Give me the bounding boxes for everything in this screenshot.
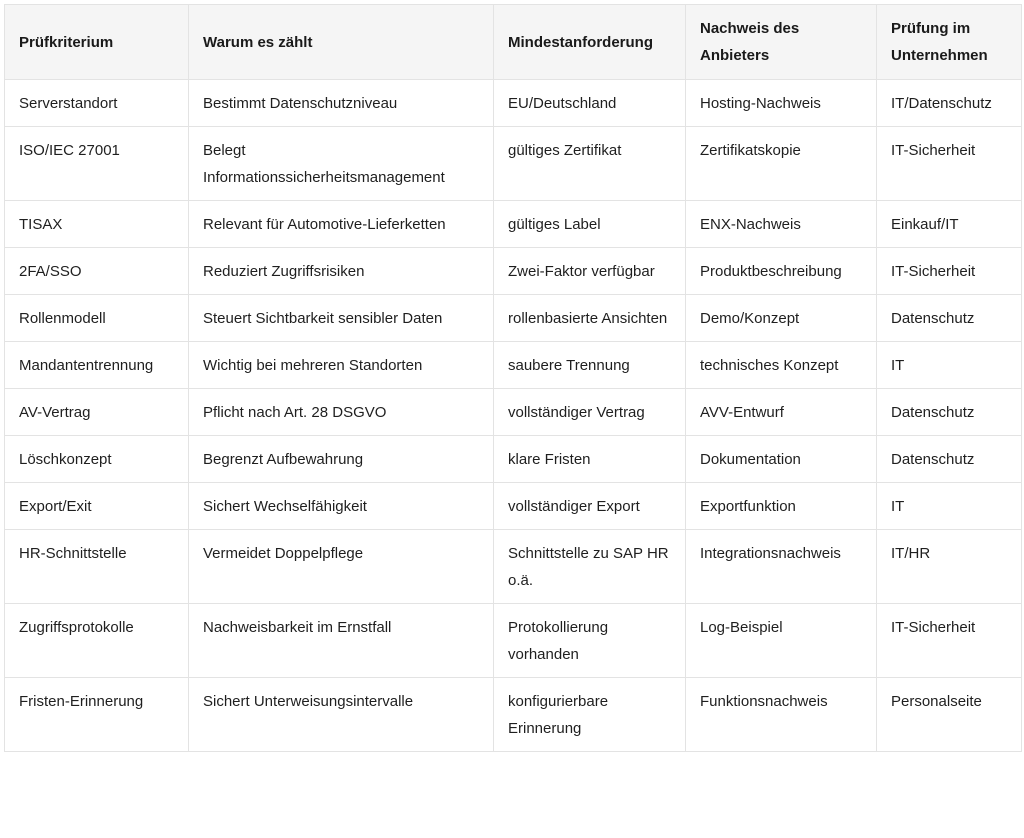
header-criterion: Prüfkriterium [5,5,189,80]
table-row [5,342,1022,389]
cell-provider-evidence: Demo/Konzept [686,295,877,342]
table-row [5,295,1022,342]
cell-company-review: Datenschutz [877,436,1022,483]
cell-criterion: Mandantentrennung [5,342,189,389]
table-row [5,678,1022,752]
cell-minimum-requirement: vollständiger Export [494,483,686,530]
cell-company-review: Personalseite [877,678,1022,752]
table-row [5,389,1022,436]
header-reason: Warum es zählt [189,5,494,80]
cell-provider-evidence: Dokumentation [686,436,877,483]
table-header [5,5,1022,80]
cell-company-review: IT/Datenschutz [877,80,1022,127]
cell-reason: Wichtig bei mehreren Standorten [189,342,494,389]
cell-company-review: IT-Sicherheit [877,248,1022,295]
cell-provider-evidence: Hosting-Nachweis [686,80,877,127]
cell-minimum-requirement: EU/Deutschland [494,80,686,127]
cell-company-review: Einkauf/IT [877,201,1022,248]
cell-minimum-requirement: Zwei-Faktor verfügbar [494,248,686,295]
cell-reason: Belegt Informationssicherheitsmanagement [189,127,494,201]
cell-minimum-requirement: saubere Trennung [494,342,686,389]
cell-provider-evidence: Zertifikatskopie [686,127,877,201]
cell-minimum-requirement: vollständiger Vertrag [494,389,686,436]
criteria-table [4,4,1022,752]
table-row [5,248,1022,295]
cell-criterion: Serverstandort [5,80,189,127]
cell-criterion: Fristen-Erinnerung [5,678,189,752]
cell-minimum-requirement: gültiges Label [494,201,686,248]
cell-provider-evidence: Exportfunktion [686,483,877,530]
cell-company-review: Datenschutz [877,389,1022,436]
cell-company-review: Datenschutz [877,295,1022,342]
header-row [5,5,1022,80]
cell-provider-evidence: Log-Beispiel [686,604,877,678]
cell-criterion: ISO/IEC 27001 [5,127,189,201]
header-provider-evidence: Nachweis des Anbieters [686,5,877,80]
cell-reason: Nachweisbarkeit im Ernstfall [189,604,494,678]
cell-provider-evidence: Funktionsnachweis [686,678,877,752]
cell-minimum-requirement: konfigurierbare Erinnerung [494,678,686,752]
cell-reason: Relevant für Automotive-Lieferketten [189,201,494,248]
cell-criterion: TISAX [5,201,189,248]
table-row [5,201,1022,248]
cell-provider-evidence: AVV-Entwurf [686,389,877,436]
cell-minimum-requirement: gültiges Zertifikat [494,127,686,201]
cell-company-review: IT [877,342,1022,389]
cell-reason: Steuert Sichtbarkeit sensibler Daten [189,295,494,342]
cell-criterion: Rollenmodell [5,295,189,342]
cell-criterion: Löschkonzept [5,436,189,483]
table-body [5,80,1022,752]
header-company-review: Prüfung im Unternehmen [877,5,1022,80]
cell-criterion: Zugriffsprotokolle [5,604,189,678]
table-row [5,80,1022,127]
table-row [5,483,1022,530]
cell-reason: Vermeidet Doppelpflege [189,530,494,604]
cell-reason: Bestimmt Datenschutzniveau [189,80,494,127]
table-row [5,604,1022,678]
cell-minimum-requirement: klare Fristen [494,436,686,483]
cell-company-review: IT-Sicherheit [877,127,1022,201]
cell-company-review: IT-Sicherheit [877,604,1022,678]
table-row [5,530,1022,604]
cell-criterion: Export/Exit [5,483,189,530]
table-row [5,127,1022,201]
table-row [5,436,1022,483]
cell-reason: Begrenzt Aufbewahrung [189,436,494,483]
cell-provider-evidence: ENX-Nachweis [686,201,877,248]
cell-criterion: 2FA/SSO [5,248,189,295]
cell-company-review: IT/HR [877,530,1022,604]
cell-minimum-requirement: Protokollierung vorhanden [494,604,686,678]
cell-reason: Sichert Unterweisungsintervalle [189,678,494,752]
cell-provider-evidence: technisches Konzept [686,342,877,389]
cell-provider-evidence: Integrationsnachweis [686,530,877,604]
header-minimum-requirement: Mindestanforderung [494,5,686,80]
cell-provider-evidence: Produktbeschreibung [686,248,877,295]
cell-reason: Pflicht nach Art. 28 DSGVO [189,389,494,436]
cell-minimum-requirement: rollenbasierte Ansichten [494,295,686,342]
cell-criterion: HR-Schnittstelle [5,530,189,604]
cell-reason: Sichert Wechselfähigkeit [189,483,494,530]
cell-reason: Reduziert Zugriffsrisiken [189,248,494,295]
criteria-table-container [4,4,1021,752]
cell-minimum-requirement: Schnittstelle zu SAP HR o.ä. [494,530,686,604]
cell-criterion: AV-Vertrag [5,389,189,436]
cell-company-review: IT [877,483,1022,530]
